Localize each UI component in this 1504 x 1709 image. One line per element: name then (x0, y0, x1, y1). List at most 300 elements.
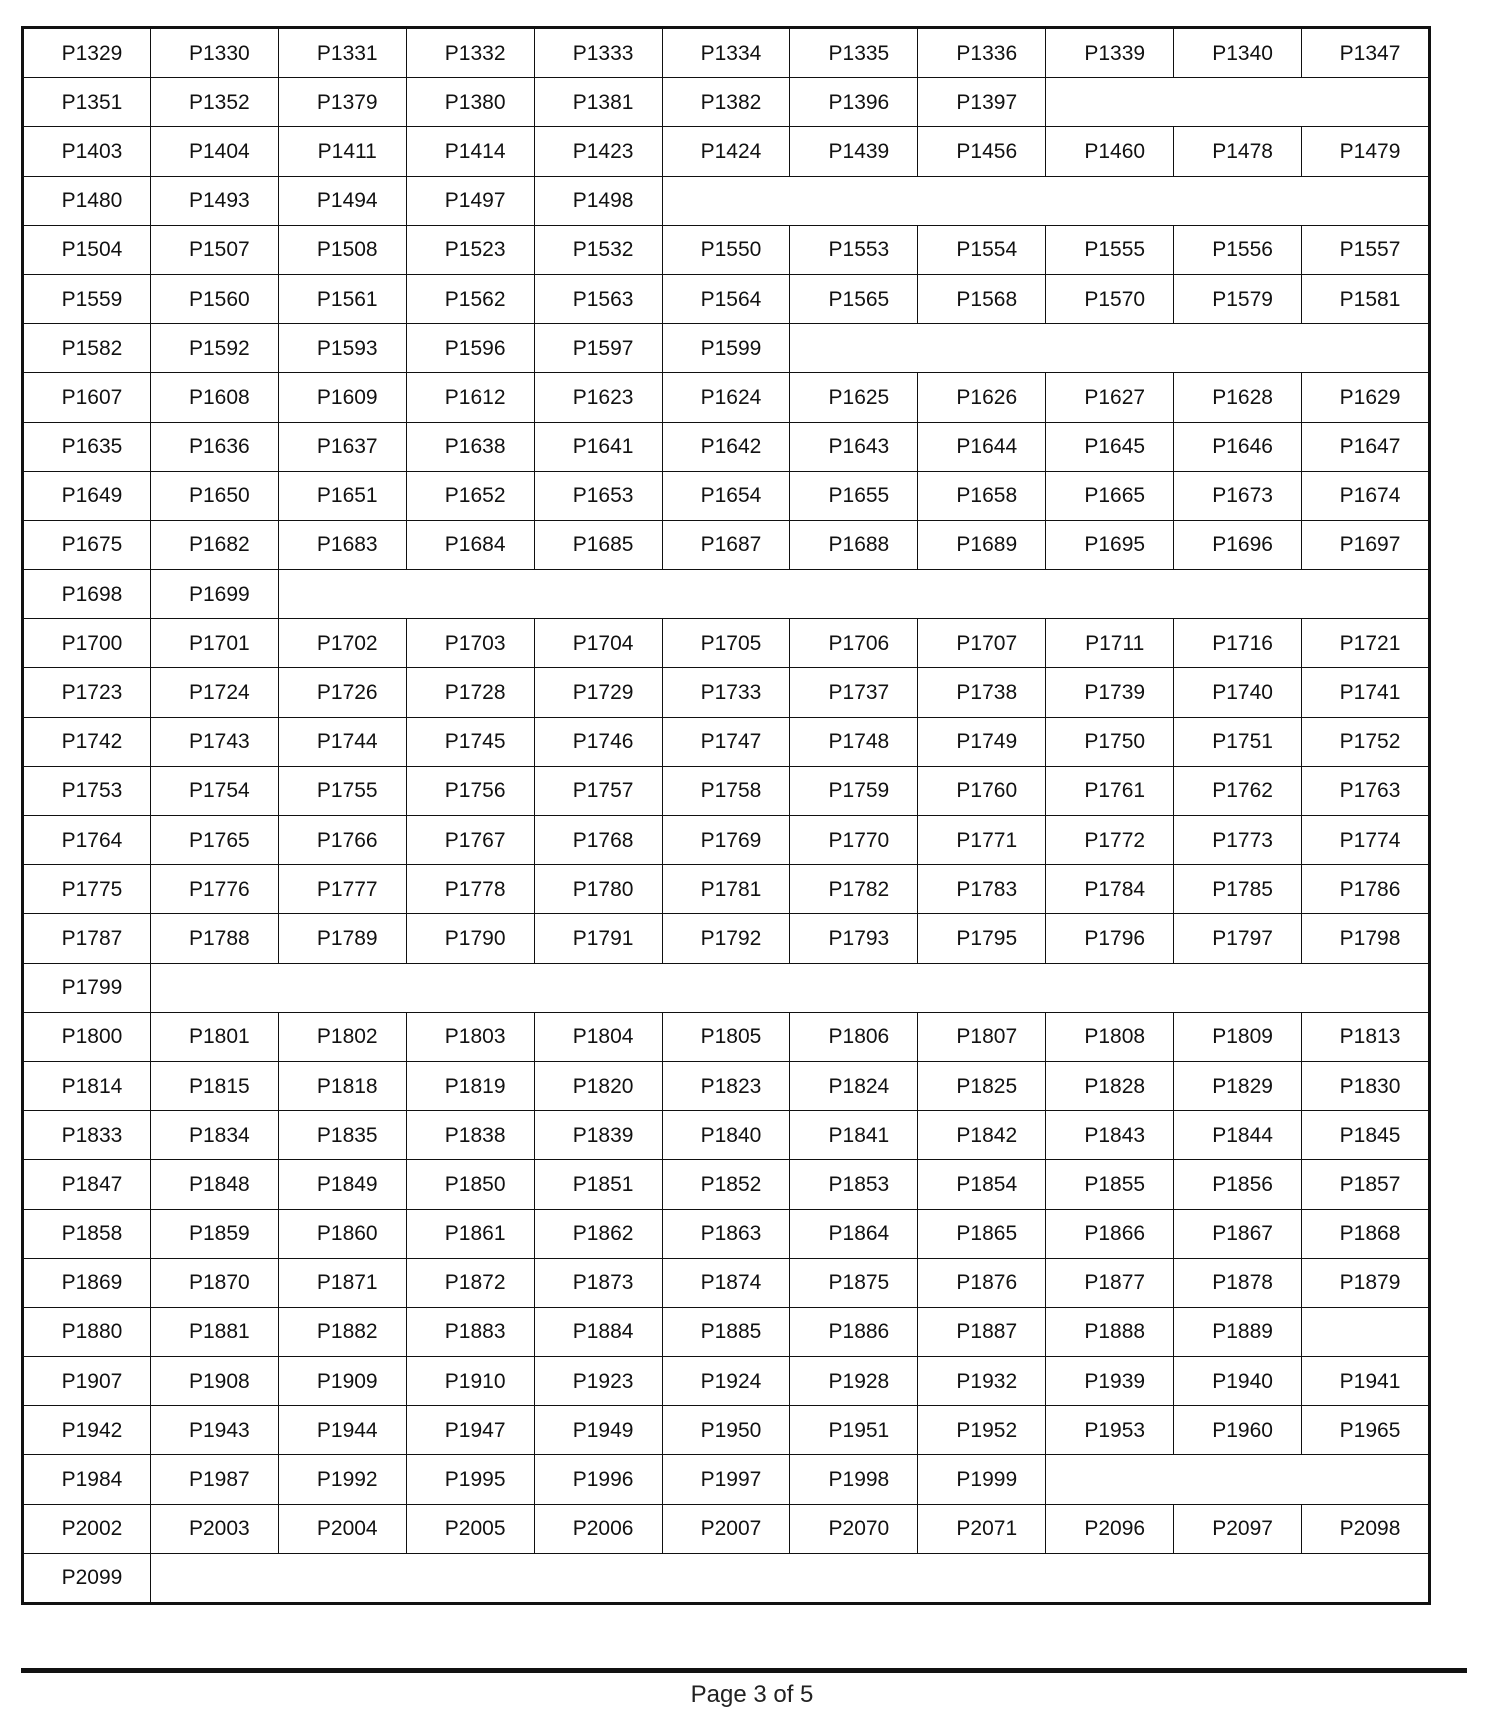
code-cell: P2070 (790, 1504, 918, 1553)
code-cell: P1628 (1174, 373, 1302, 422)
code-cell: P1704 (534, 619, 662, 668)
code-cell: P1833 (23, 1111, 151, 1160)
code-cell: P1550 (662, 225, 790, 274)
code-cell: P2071 (918, 1504, 1046, 1553)
code-cell: P1624 (662, 373, 790, 422)
code-cell: P1804 (534, 1012, 662, 1061)
code-cell: P1999 (918, 1455, 1046, 1504)
code-cell: P1497 (406, 176, 534, 225)
code-cell: P1623 (534, 373, 662, 422)
code-cell: P1729 (534, 668, 662, 717)
code-cell: P1872 (406, 1258, 534, 1307)
code-cell: P1379 (278, 78, 406, 127)
code-cell: P2006 (534, 1504, 662, 1553)
code-cell: P1815 (150, 1061, 278, 1110)
code-cell: P1841 (790, 1111, 918, 1160)
code-cell: P1758 (662, 766, 790, 815)
code-cell: P1728 (406, 668, 534, 717)
code-cell: P1762 (1174, 766, 1302, 815)
code-cell: P1423 (534, 127, 662, 176)
code-cell: P1886 (790, 1307, 918, 1356)
code-cell: P1835 (278, 1111, 406, 1160)
code-cell: P1806 (790, 1012, 918, 1061)
code-cell: P1763 (1302, 766, 1430, 815)
code-cell: P1965 (1302, 1406, 1430, 1455)
code-cell: P1557 (1302, 225, 1430, 274)
code-cell: P1853 (790, 1160, 918, 1209)
code-cell: P1788 (150, 914, 278, 963)
code-cell: P1857 (1302, 1160, 1430, 1209)
code-cell: P1695 (1046, 520, 1174, 569)
code-cell: P2099 (23, 1553, 151, 1603)
code-cell: P1757 (534, 766, 662, 815)
table-row (23, 668, 1430, 717)
code-cell: P1626 (918, 373, 1046, 422)
code-cell: P1910 (406, 1357, 534, 1406)
code-cell: P1563 (534, 274, 662, 323)
code-cell: P1411 (278, 127, 406, 176)
code-cell: P1331 (278, 28, 406, 78)
code-cell: P1855 (1046, 1160, 1174, 1209)
code-cell: P1802 (278, 1012, 406, 1061)
code-table (21, 26, 1431, 1605)
code-cell: P1775 (23, 865, 151, 914)
code-cell: P1507 (150, 225, 278, 274)
code-cell: P1761 (1046, 766, 1174, 815)
code-cell: P1724 (150, 668, 278, 717)
code-cell: P1716 (1174, 619, 1302, 668)
code-cell: P1769 (662, 816, 790, 865)
code-cell: P1561 (278, 274, 406, 323)
code-cell: P1771 (918, 816, 1046, 865)
code-cell: P1627 (1046, 373, 1174, 422)
code-cell: P1847 (23, 1160, 151, 1209)
code-cell: P1795 (918, 914, 1046, 963)
code-cell: P1801 (150, 1012, 278, 1061)
code-cell: P1651 (278, 471, 406, 520)
code-cell: P1783 (918, 865, 1046, 914)
code-cell: P1860 (278, 1209, 406, 1258)
table-row (23, 1061, 1430, 1110)
code-cell: P1756 (406, 766, 534, 815)
code-cell: P1869 (23, 1258, 151, 1307)
table-row (23, 471, 1430, 520)
code-cell: P1658 (918, 471, 1046, 520)
code-cell: P1766 (278, 816, 406, 865)
table-row (23, 619, 1430, 668)
table-row (23, 570, 1430, 619)
code-cell: P1882 (278, 1307, 406, 1356)
code-cell: P1460 (1046, 127, 1174, 176)
code-cell: P1824 (790, 1061, 918, 1110)
code-cell: P1396 (790, 78, 918, 127)
code-cell: P1984 (23, 1455, 151, 1504)
code-cell: P1786 (1302, 865, 1430, 914)
empty-cell (1302, 1307, 1430, 1356)
code-cell: P1923 (534, 1357, 662, 1406)
code-cell: P1744 (278, 717, 406, 766)
code-cell: P1753 (23, 766, 151, 815)
code-cell: P2007 (662, 1504, 790, 1553)
code-cell: P1796 (1046, 914, 1174, 963)
code-cell: P1907 (23, 1357, 151, 1406)
code-cell: P1568 (918, 274, 1046, 323)
code-cell: P1793 (790, 914, 918, 963)
code-cell: P1397 (918, 78, 1046, 127)
code-cell: P1682 (150, 520, 278, 569)
code-cell: P1791 (534, 914, 662, 963)
code-cell: P1560 (150, 274, 278, 323)
code-cell: P1749 (918, 717, 1046, 766)
code-cell: P1866 (1046, 1209, 1174, 1258)
code-cell: P1706 (790, 619, 918, 668)
code-cell: P1654 (662, 471, 790, 520)
code-cell: P1647 (1302, 422, 1430, 471)
code-cell: P1332 (406, 28, 534, 78)
code-cell: P1870 (150, 1258, 278, 1307)
code-cell: P1638 (406, 422, 534, 471)
code-cell: P1790 (406, 914, 534, 963)
code-cell: P1850 (406, 1160, 534, 1209)
code-cell: P1997 (662, 1455, 790, 1504)
code-cell: P1752 (1302, 717, 1430, 766)
code-cell: P1646 (1174, 422, 1302, 471)
code-cell: P1881 (150, 1307, 278, 1356)
code-cell: P1750 (1046, 717, 1174, 766)
code-cell: P1504 (23, 225, 151, 274)
code-cell: P1845 (1302, 1111, 1430, 1160)
code-cell: P1711 (1046, 619, 1174, 668)
empty-cell (278, 570, 1429, 619)
table-row (23, 1307, 1430, 1356)
code-cell: P1579 (1174, 274, 1302, 323)
table-row (23, 176, 1430, 225)
code-cell: P1612 (406, 373, 534, 422)
code-cell: P1829 (1174, 1061, 1302, 1110)
code-cell: P1799 (23, 963, 151, 1012)
code-cell: P1764 (23, 816, 151, 865)
code-cell: P1995 (406, 1455, 534, 1504)
code-cell: P1655 (790, 471, 918, 520)
code-cell: P1830 (1302, 1061, 1430, 1110)
code-cell: P1554 (918, 225, 1046, 274)
code-cell: P1940 (1174, 1357, 1302, 1406)
code-cell: P1868 (1302, 1209, 1430, 1258)
code-cell: P1382 (662, 78, 790, 127)
code-cell: P1733 (662, 668, 790, 717)
code-cell: P1944 (278, 1406, 406, 1455)
code-cell: P1707 (918, 619, 1046, 668)
table-row (23, 865, 1430, 914)
code-cell: P1748 (790, 717, 918, 766)
code-cell: P1508 (278, 225, 406, 274)
code-cell: P1953 (1046, 1406, 1174, 1455)
code-cell: P1479 (1302, 127, 1430, 176)
code-cell: P1865 (918, 1209, 1046, 1258)
code-cell: P1414 (406, 127, 534, 176)
code-cell: P1777 (278, 865, 406, 914)
table-row (23, 274, 1430, 323)
code-cell: P1800 (23, 1012, 151, 1061)
code-cell: P1380 (406, 78, 534, 127)
code-cell: P1828 (1046, 1061, 1174, 1110)
code-cell: P2002 (23, 1504, 151, 1553)
code-cell: P1652 (406, 471, 534, 520)
code-cell: P1705 (662, 619, 790, 668)
code-cell: P1803 (406, 1012, 534, 1061)
code-cell: P1688 (790, 520, 918, 569)
empty-cell (150, 1553, 1429, 1603)
code-cell: P1924 (662, 1357, 790, 1406)
code-cell: P1625 (790, 373, 918, 422)
code-cell: P1635 (23, 422, 151, 471)
table-row (23, 914, 1430, 963)
code-cell: P1439 (790, 127, 918, 176)
code-cell: P1992 (278, 1455, 406, 1504)
code-cell: P1351 (23, 78, 151, 127)
code-cell: P1818 (278, 1061, 406, 1110)
code-cell: P1743 (150, 717, 278, 766)
code-cell: P1781 (662, 865, 790, 914)
code-cell: P1596 (406, 324, 534, 373)
code-cell: P1352 (150, 78, 278, 127)
code-cell: P1909 (278, 1357, 406, 1406)
table-row (23, 1012, 1430, 1061)
code-cell: P1823 (662, 1061, 790, 1110)
code-cell: P1335 (790, 28, 918, 78)
code-cell: P1772 (1046, 816, 1174, 865)
table-row (23, 1553, 1430, 1603)
code-cell: P1644 (918, 422, 1046, 471)
code-cell: P1878 (1174, 1258, 1302, 1307)
code-cell: P1643 (790, 422, 918, 471)
code-cell: P1873 (534, 1258, 662, 1307)
code-cell: P1844 (1174, 1111, 1302, 1160)
code-cell: P1381 (534, 78, 662, 127)
code-cell: P1553 (790, 225, 918, 274)
code-cell: P1862 (534, 1209, 662, 1258)
code-cell: P1609 (278, 373, 406, 422)
code-cell: P1339 (1046, 28, 1174, 78)
code-cell: P1949 (534, 1406, 662, 1455)
code-cell: P1665 (1046, 471, 1174, 520)
code-cell: P1653 (534, 471, 662, 520)
code-cell: P1773 (1174, 816, 1302, 865)
code-cell: P1787 (23, 914, 151, 963)
empty-cell (1046, 78, 1430, 127)
code-cell: P1820 (534, 1061, 662, 1110)
table-row (23, 1504, 1430, 1553)
code-cell: P1740 (1174, 668, 1302, 717)
code-cell: P1629 (1302, 373, 1430, 422)
table-row (23, 766, 1430, 815)
code-cell: P1608 (150, 373, 278, 422)
code-cell: P1599 (662, 324, 790, 373)
code-cell: P1885 (662, 1307, 790, 1356)
code-cell: P1738 (918, 668, 1046, 717)
code-cell: P1861 (406, 1209, 534, 1258)
code-cell: P1825 (918, 1061, 1046, 1110)
code-cell: P1809 (1174, 1012, 1302, 1061)
code-cell: P1867 (1174, 1209, 1302, 1258)
table-row (23, 963, 1430, 1012)
code-cell: P1478 (1174, 127, 1302, 176)
code-cell: P1424 (662, 127, 790, 176)
code-cell: P1721 (1302, 619, 1430, 668)
code-cell: P1642 (662, 422, 790, 471)
code-cell: P1908 (150, 1357, 278, 1406)
code-cell: P1819 (406, 1061, 534, 1110)
code-cell: P1807 (918, 1012, 1046, 1061)
code-cell: P1697 (1302, 520, 1430, 569)
code-cell: P1838 (406, 1111, 534, 1160)
table-row (23, 28, 1430, 78)
code-cell: P1687 (662, 520, 790, 569)
empty-cell (790, 324, 1430, 373)
code-cell: P1607 (23, 373, 151, 422)
code-cell: P1932 (918, 1357, 1046, 1406)
code-cell: P1888 (1046, 1307, 1174, 1356)
code-cell: P1765 (150, 816, 278, 865)
code-cell: P1851 (534, 1160, 662, 1209)
footer-rule (21, 1668, 1467, 1673)
code-cell: P1703 (406, 619, 534, 668)
code-cell: P1650 (150, 471, 278, 520)
code-cell: P1494 (278, 176, 406, 225)
code-cell: P1493 (150, 176, 278, 225)
code-cell: P1768 (534, 816, 662, 865)
code-cell: P2096 (1046, 1504, 1174, 1553)
code-cell: P1842 (918, 1111, 1046, 1160)
code-cell: P1875 (790, 1258, 918, 1307)
code-cell: P1987 (150, 1455, 278, 1504)
code-cell: P1333 (534, 28, 662, 78)
code-cell: P1641 (534, 422, 662, 471)
code-cell: P1852 (662, 1160, 790, 1209)
code-cell: P1805 (662, 1012, 790, 1061)
code-cell: P1498 (534, 176, 662, 225)
code-cell: P1877 (1046, 1258, 1174, 1307)
code-cell: P1996 (534, 1455, 662, 1504)
page-number: Page 3 of 5 (690, 1681, 814, 1708)
code-cell: P1814 (23, 1061, 151, 1110)
code-cell: P1696 (1174, 520, 1302, 569)
code-cell: P1555 (1046, 225, 1174, 274)
code-cell: P1675 (23, 520, 151, 569)
code-cell: P1952 (918, 1406, 1046, 1455)
table-row (23, 373, 1430, 422)
code-cell: P1726 (278, 668, 406, 717)
code-cell: P1746 (534, 717, 662, 766)
code-cell: P1565 (790, 274, 918, 323)
code-cell: P2098 (1302, 1504, 1430, 1553)
code-cell: P1581 (1302, 274, 1430, 323)
code-cell: P1874 (662, 1258, 790, 1307)
code-cell: P1879 (1302, 1258, 1430, 1307)
code-cell: P2004 (278, 1504, 406, 1553)
code-cell: P1960 (1174, 1406, 1302, 1455)
code-cell: P1334 (662, 28, 790, 78)
code-cell: P1559 (23, 274, 151, 323)
code-cell: P1737 (790, 668, 918, 717)
code-cell: P1649 (23, 471, 151, 520)
code-cell: P1403 (23, 127, 151, 176)
code-cell: P1592 (150, 324, 278, 373)
code-cell: P1880 (23, 1307, 151, 1356)
code-cell: P1698 (23, 570, 151, 619)
table-row (23, 1160, 1430, 1209)
code-cell: P1532 (534, 225, 662, 274)
code-cell: P1887 (918, 1307, 1046, 1356)
code-cell: P1950 (662, 1406, 790, 1455)
code-cell: P2097 (1174, 1504, 1302, 1553)
code-cell: P1843 (1046, 1111, 1174, 1160)
table-row (23, 127, 1430, 176)
code-cell: P1784 (1046, 865, 1174, 914)
code-cell: P1854 (918, 1160, 1046, 1209)
table-row (23, 1455, 1430, 1504)
table-row (23, 324, 1430, 373)
code-cell: P1951 (790, 1406, 918, 1455)
code-cell: P2003 (150, 1504, 278, 1553)
code-cell: P1856 (1174, 1160, 1302, 1209)
code-cell: P1858 (23, 1209, 151, 1258)
code-cell: P1562 (406, 274, 534, 323)
code-cell: P1689 (918, 520, 1046, 569)
code-cell: P1939 (1046, 1357, 1174, 1406)
code-cell: P1556 (1174, 225, 1302, 274)
code-cell: P1741 (1302, 668, 1430, 717)
code-cell: P1839 (534, 1111, 662, 1160)
code-cell: P1674 (1302, 471, 1430, 520)
code-cell: P1863 (662, 1209, 790, 1258)
empty-cell (150, 963, 1429, 1012)
code-cell: P1739 (1046, 668, 1174, 717)
code-cell: P1597 (534, 324, 662, 373)
code-cell: P1456 (918, 127, 1046, 176)
code-cell: P1751 (1174, 717, 1302, 766)
code-cell: P1840 (662, 1111, 790, 1160)
table-row (23, 1406, 1430, 1455)
code-cell: P1943 (150, 1406, 278, 1455)
code-cell: P1998 (790, 1455, 918, 1504)
code-cell: P1884 (534, 1307, 662, 1356)
code-cell: P1700 (23, 619, 151, 668)
table-row (23, 816, 1430, 865)
code-cell: P1780 (534, 865, 662, 914)
code-cell: P1808 (1046, 1012, 1174, 1061)
code-cell: P1849 (278, 1160, 406, 1209)
code-cell: P1404 (150, 127, 278, 176)
code-cell: P1673 (1174, 471, 1302, 520)
code-cell: P1889 (1174, 1307, 1302, 1356)
code-cell: P1928 (790, 1357, 918, 1406)
code-cell: P1864 (790, 1209, 918, 1258)
table-row (23, 1209, 1430, 1258)
code-cell: P1871 (278, 1258, 406, 1307)
code-cell: P1742 (23, 717, 151, 766)
code-cell: P1685 (534, 520, 662, 569)
code-cell: P1755 (278, 766, 406, 815)
empty-cell (662, 176, 1429, 225)
code-cell: P1785 (1174, 865, 1302, 914)
code-cell: P1702 (278, 619, 406, 668)
code-cell: P1760 (918, 766, 1046, 815)
code-cell: P1723 (23, 668, 151, 717)
code-cell: P1770 (790, 816, 918, 865)
code-cell: P1797 (1174, 914, 1302, 963)
code-cell: P2005 (406, 1504, 534, 1553)
